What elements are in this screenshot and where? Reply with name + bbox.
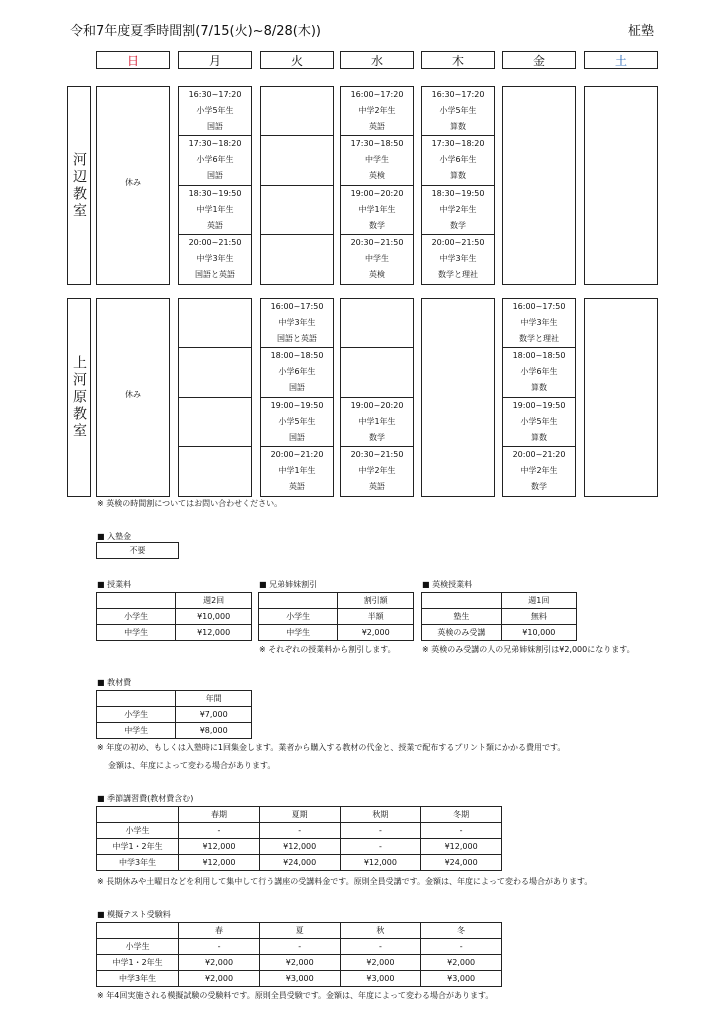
slot-grade: 小学6年生: [439, 155, 477, 165]
table-cell: [259, 593, 338, 609]
class-slot: [261, 348, 333, 397]
table-row: [97, 855, 502, 871]
day-header: 月: [178, 51, 252, 69]
slot-time: 18:30~19:50: [188, 188, 242, 198]
day-header: 金: [502, 51, 576, 69]
table-cell: 中学生: [259, 625, 338, 641]
class-slot: [341, 348, 413, 397]
table-cell: 小学生: [259, 609, 338, 625]
slot-grade: 中学3年生: [439, 253, 477, 263]
slot-subject: 数学: [369, 220, 385, 230]
eiken-fee-table: [421, 592, 577, 641]
class-slot: [341, 447, 413, 496]
class-slot: [179, 186, 251, 235]
table-cell: ¥2,000: [179, 955, 260, 971]
slot-time: 20:00~21:20: [512, 449, 566, 459]
table-cell: 中学3年生: [97, 855, 179, 871]
slot-time: 19:00~20:20: [350, 400, 404, 410]
table-row: [422, 609, 577, 625]
slot-time: 18:00~18:50: [512, 351, 566, 361]
slot-grade: 小学6年生: [278, 367, 316, 377]
slot-time: 17:30~18:20: [188, 139, 242, 149]
table-cell: 小学生: [97, 823, 179, 839]
table-cell: -: [179, 823, 260, 839]
table-cell: ¥2,000: [179, 971, 260, 987]
table-header-row: [422, 593, 577, 609]
slot-grade: 中学2年生: [520, 465, 558, 475]
table-cell: 小学生: [97, 939, 179, 955]
day-column: [178, 86, 252, 285]
slot-grade: 中学生: [365, 155, 389, 165]
table-cell: ¥12,000: [179, 855, 260, 871]
eiken-fee-title: ■ 英検授業料: [422, 580, 473, 589]
entrance-fee-title: ■ 入塾金: [97, 532, 132, 541]
table-cell: 中学1・2年生: [97, 955, 179, 971]
day-header: 日: [96, 51, 170, 69]
table-cell: ¥12,000: [259, 839, 340, 855]
entrance-fee-value: 不要: [96, 542, 179, 559]
slot-time: 18:30~19:50: [431, 188, 485, 198]
tuition-title: ■ 授業料: [97, 580, 132, 589]
table-cell: 塾生: [422, 609, 502, 625]
slot-subject: 国語: [207, 171, 223, 181]
table-cell: 中学3年生: [97, 971, 179, 987]
materials-title: ■ 教材費: [97, 678, 132, 687]
slot-time: 17:30~18:20: [431, 139, 485, 149]
slot-subject: 英語: [207, 220, 223, 230]
table-cell: [97, 691, 176, 707]
slot-grade: 小学6年生: [520, 367, 558, 377]
table-row: [422, 625, 577, 641]
day-column: [340, 86, 414, 285]
table-cell: [97, 923, 179, 939]
slot-time: 20:30~21:50: [350, 237, 404, 247]
table-row: [97, 839, 502, 855]
table-cell: 冬期: [421, 807, 502, 823]
table-cell: 中学1・2年生: [97, 839, 179, 855]
table-cell: 英検のみ受講: [422, 625, 502, 641]
table-header-row: [97, 691, 252, 707]
table-cell: ¥3,000: [421, 971, 502, 987]
day-column: [421, 86, 495, 285]
day-column: [260, 86, 334, 285]
table-cell: ¥3,000: [259, 971, 340, 987]
table-cell: ¥12,000: [340, 855, 421, 871]
slot-time: 20:00~21:50: [431, 237, 485, 247]
class-slot: [422, 87, 494, 136]
slot-grade: 中学1年生: [358, 204, 396, 214]
materials-table: [96, 690, 252, 739]
table-cell: 年間: [176, 691, 252, 707]
table-cell: ¥7,000: [176, 707, 252, 723]
table-cell: 週2回: [176, 593, 252, 609]
table-row: [259, 609, 414, 625]
slot-time: 18:00~18:50: [270, 351, 324, 361]
table-row: [97, 955, 502, 971]
class-slot: [261, 398, 333, 447]
class-slot: [179, 348, 251, 397]
class-slot: [261, 235, 333, 284]
slot-subject: 国語と英語: [195, 269, 235, 279]
mock-test-title: ■ 模擬テスト受験料: [97, 910, 171, 919]
materials-note: ※ 年度の初め、もしくは入塾時に1回集金します。業者から購入する教材の代金と、授業で配布するプリント類にかかる費用です。: [97, 743, 566, 752]
table-cell: 夏: [259, 923, 340, 939]
table-cell: 小学生: [97, 609, 176, 625]
table-cell: [97, 593, 176, 609]
slot-subject: 英語: [369, 122, 385, 131]
slot-subject: 数学: [450, 220, 466, 230]
slot-grade: 中学生: [365, 253, 389, 263]
day-column: [96, 298, 170, 497]
slot-subject: 数学: [369, 432, 385, 442]
slot-subject: 国語と英語: [277, 334, 317, 343]
table-header-row: [97, 923, 502, 939]
slot-time: 16:00~17:50: [270, 302, 324, 311]
slot-subject: 数学と理社: [438, 269, 478, 279]
slot-subject: 算数: [450, 171, 466, 181]
table-row: [259, 625, 414, 641]
day-column: [584, 86, 658, 285]
slot-grade: 小学5年生: [520, 416, 558, 426]
slot-grade: 中学2年生: [358, 465, 396, 475]
slot-time: 16:00~17:50: [512, 302, 566, 311]
sibling-discount-note: ※ それぞれの授業料から割引します。: [259, 645, 396, 654]
day-column: [340, 298, 414, 497]
table-cell: -: [340, 839, 421, 855]
day-column: [96, 86, 170, 285]
table-cell: 半額: [338, 609, 414, 625]
class-slot: [341, 186, 413, 235]
class-slot: [341, 87, 413, 136]
table-cell: 中学生: [97, 723, 176, 739]
table-cell: ¥10,000: [501, 625, 576, 641]
table-cell: ¥2,000: [340, 955, 421, 971]
table-cell: 秋期: [340, 807, 421, 823]
slot-time: 20:00~21:20: [270, 449, 324, 459]
class-slot: [422, 235, 494, 284]
slot-time: 16:00~17:20: [350, 90, 404, 99]
eiken-schedule-note: ※ 英検の時間割についてはお問い合わせください。: [97, 499, 283, 508]
day-column: [421, 298, 495, 497]
table-cell: [422, 593, 502, 609]
class-slot: [422, 186, 494, 235]
slot-grade: 中学1年生: [196, 204, 234, 214]
class-slot: [341, 299, 413, 348]
table-row: [97, 609, 252, 625]
table-cell: ¥2,000: [338, 625, 414, 641]
day-column: [178, 298, 252, 497]
table-cell: ¥24,000: [421, 855, 502, 871]
mock-test-note: ※ 年4回実施される模擬試験の受験料です。原則全員受験です。金額は、年度によって変わる場合があります。: [97, 991, 494, 1000]
table-row: [97, 823, 502, 839]
table-cell: ¥12,000: [421, 839, 502, 855]
class-slot: [503, 299, 575, 348]
room-label: [67, 86, 91, 285]
slot-subject: 数学と理社: [519, 334, 559, 343]
slot-grade: 中学3年生: [278, 318, 316, 327]
mock-test-table: [96, 922, 502, 987]
class-slot: [503, 398, 575, 447]
slot-time: 17:30~18:50: [350, 139, 404, 149]
table-cell: 小学生: [97, 707, 176, 723]
table-cell: [97, 807, 179, 823]
sibling-discount-title: ■ 兄弟姉妹割引: [259, 580, 318, 589]
table-cell: 割引額: [338, 593, 414, 609]
table-cell: 週1回: [501, 593, 576, 609]
materials-note-2: 金額は、年度によって変わる場合があります。: [108, 761, 276, 770]
slot-grade: 中学2年生: [439, 204, 477, 214]
table-cell: -: [340, 939, 421, 955]
table-cell: 冬: [421, 923, 502, 939]
class-slot: [179, 235, 251, 284]
sibling-discount-table: [258, 592, 414, 641]
eiken-fee-note: ※ 英検のみ受講の人の兄弟姉妹割引は¥2,000になります。: [422, 645, 635, 654]
seasonal-title: ■ 季節講習費(教材費含む): [97, 794, 194, 803]
table-cell: ¥12,000: [179, 839, 260, 855]
class-slot: [179, 136, 251, 185]
slot-grade: 小学5年生: [196, 106, 234, 115]
class-slot: [179, 87, 251, 136]
slot-grade: 中学2年生: [358, 106, 396, 115]
page-title: 令和7年度夏季時間割(7/15(火)~8/28(木)): [70, 24, 321, 39]
slot-subject: 英検: [369, 171, 385, 181]
class-slot: [503, 447, 575, 496]
slot-grade: 中学1年生: [358, 416, 396, 426]
class-slot: [179, 299, 251, 348]
table-cell: 夏期: [259, 807, 340, 823]
room-label: [67, 298, 91, 497]
day-column: [584, 298, 658, 497]
table-row: [97, 939, 502, 955]
slot-subject: 国語: [207, 122, 223, 131]
table-cell: 秋: [340, 923, 421, 939]
slot-time: 19:00~19:50: [270, 400, 324, 410]
room-name: 上河原教室: [71, 355, 87, 440]
table-cell: -: [421, 939, 502, 955]
day-header: 水: [340, 51, 414, 69]
class-slot: [261, 87, 333, 136]
closed-label: 休み: [125, 178, 141, 187]
class-slot: [341, 136, 413, 185]
table-cell: -: [340, 823, 421, 839]
day-column: [502, 298, 576, 497]
table-row: [97, 707, 252, 723]
class-slot: [261, 299, 333, 348]
day-header: 土: [584, 51, 658, 69]
slot-grade: 小学5年生: [439, 106, 477, 115]
day-column: [260, 298, 334, 497]
table-cell: 中学生: [97, 625, 176, 641]
class-slot: [341, 398, 413, 447]
table-cell: ¥3,000: [340, 971, 421, 987]
table-cell: ¥24,000: [259, 855, 340, 871]
closed-label: 休み: [125, 390, 141, 399]
slot-time: 19:00~20:20: [350, 188, 404, 198]
slot-subject: 算数: [531, 383, 547, 393]
slot-subject: 英語: [289, 481, 305, 491]
table-row: [97, 625, 252, 641]
slot-subject: 算数: [531, 432, 547, 442]
day-header: 木: [421, 51, 495, 69]
slot-subject: 英検: [369, 269, 385, 279]
table-cell: ¥2,000: [259, 955, 340, 971]
table-cell: ¥2,000: [421, 955, 502, 971]
day-header: 火: [260, 51, 334, 69]
table-row: [97, 723, 252, 739]
class-slot: [179, 398, 251, 447]
slot-time: 20:30~21:50: [350, 449, 404, 459]
slot-subject: 数学: [531, 481, 547, 491]
table-cell: 春: [179, 923, 260, 939]
slot-grade: 中学3年生: [520, 318, 558, 327]
class-slot: [261, 186, 333, 235]
slot-subject: 算数: [450, 122, 466, 131]
room-name: 河辺教室: [71, 151, 87, 220]
slot-grade: 小学6年生: [196, 155, 234, 165]
table-cell: -: [259, 939, 340, 955]
table-cell: ¥8,000: [176, 723, 252, 739]
seasonal-note: ※ 長期休みや土曜日などを利用して集中して行う講座の受講料金です。原則全員受講です。金額は、年度によって変わる場合があります。: [97, 877, 593, 886]
school-name: 柾塾: [628, 24, 655, 39]
class-slot: [422, 136, 494, 185]
slot-grade: 小学5年生: [278, 416, 316, 426]
table-cell: ¥12,000: [176, 625, 252, 641]
slot-time: 20:00~21:50: [188, 237, 242, 247]
table-cell: -: [421, 823, 502, 839]
slot-subject: 国語: [289, 432, 305, 442]
table-cell: ¥10,000: [176, 609, 252, 625]
day-column: [502, 86, 576, 285]
slot-subject: 英語: [369, 481, 385, 491]
table-row: [97, 971, 502, 987]
slot-time: 19:00~19:50: [512, 400, 566, 410]
class-slot: [341, 235, 413, 284]
table-header-row: [97, 593, 252, 609]
tuition-table: [96, 592, 252, 641]
slot-subject: 国語: [289, 383, 305, 393]
slot-grade: 中学1年生: [278, 465, 316, 475]
table-header-row: [259, 593, 414, 609]
table-cell: 無料: [501, 609, 576, 625]
class-slot: [261, 447, 333, 496]
class-slot: [261, 136, 333, 185]
table-header-row: [97, 807, 502, 823]
table-cell: -: [179, 939, 260, 955]
seasonal-table: [96, 806, 502, 871]
slot-time: 16:30~17:20: [431, 90, 485, 99]
table-cell: 春期: [179, 807, 260, 823]
slot-grade: 中学3年生: [196, 253, 234, 263]
class-slot: [179, 447, 251, 496]
slot-time: 16:30~17:20: [188, 90, 242, 99]
class-slot: [503, 348, 575, 397]
table-cell: -: [259, 823, 340, 839]
